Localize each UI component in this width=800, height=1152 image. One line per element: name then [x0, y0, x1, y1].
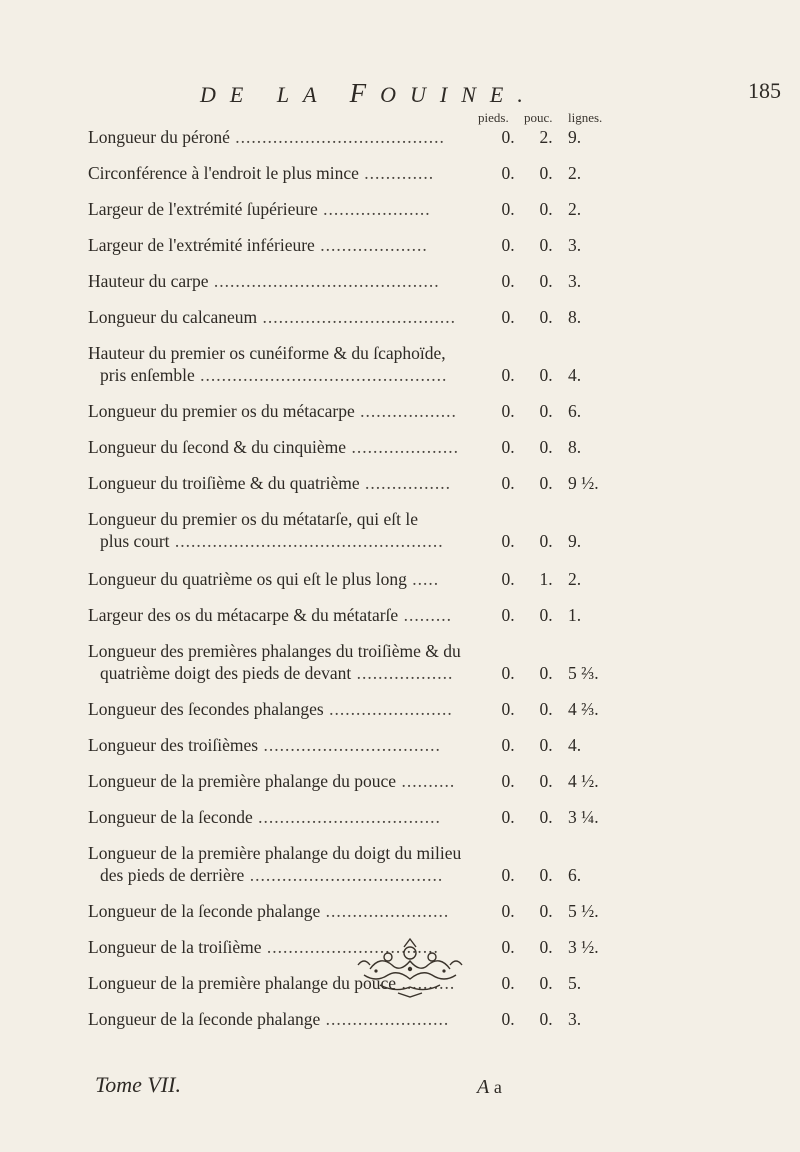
value-feet: 0. — [501, 531, 515, 551]
value-inches: 0. — [539, 973, 553, 993]
value-feet: 0. — [501, 127, 515, 147]
value-lines: 4. — [568, 735, 582, 755]
column-header-feet: pieds. — [478, 110, 509, 125]
row-label-text: Longueur de la troiſième — [88, 937, 262, 957]
row-label-text: Longueur du quatrième os qui eſt le plus long — [88, 569, 407, 589]
row-label — [88, 900, 488, 922]
value-feet: 0. — [501, 901, 515, 921]
value-lines: 4. — [568, 365, 582, 385]
value-lines: 3. — [568, 271, 582, 291]
dot-leader: ................................. — [258, 735, 441, 755]
dot-leader: ................ — [359, 473, 452, 493]
printers-ornament — [340, 935, 480, 999]
value-inches: 1. — [539, 569, 553, 589]
value-inches: 0. — [539, 865, 553, 885]
row-label — [88, 770, 488, 792]
dot-leader: ......... — [398, 605, 452, 625]
row-label-text: Longueur du premier os du métatarſe, qui eſt le — [88, 509, 418, 529]
value-lines: 3 ¼. — [568, 807, 599, 827]
row-label — [88, 342, 488, 386]
value-feet: 0. — [501, 365, 515, 385]
row-label-continuation — [88, 864, 488, 886]
row-label-continuation-text: plus court — [100, 531, 170, 551]
value-feet: 0. — [501, 699, 515, 719]
value-lines: 4 ⅔. — [568, 699, 599, 719]
value-inches: 0. — [539, 1009, 553, 1029]
column-header-lines: lignes. — [568, 110, 603, 125]
row-label-text: Longueur des ſecondes phalanges — [88, 699, 324, 719]
dot-leader: .......... — [396, 973, 456, 993]
row-label — [88, 698, 488, 720]
row-label-continuation-text: des pieds de derrière — [100, 865, 245, 885]
dot-leader: .................. — [351, 663, 454, 683]
row-label-continuation-text: quatrième doigt des pieds de devant — [100, 663, 352, 683]
value-lines: 6. — [568, 401, 582, 421]
row-label-text: Longueur de la première phalange du doigt du milieu — [88, 843, 462, 863]
row-label-text: Hauteur du premier os cunéiforme & du ſcaphoïde, — [88, 343, 446, 363]
value-feet: 0. — [501, 973, 515, 993]
dot-leader: .................. — [354, 401, 457, 421]
row-label — [88, 604, 488, 626]
value-feet: 0. — [501, 437, 515, 457]
column-header-inches: pouc. — [524, 110, 553, 125]
dot-leader: .................................... — [244, 865, 444, 885]
dot-leader: ....................................... — [229, 127, 445, 147]
row-label — [88, 472, 488, 494]
row-label-continuation — [88, 364, 488, 386]
row-label — [88, 842, 488, 886]
value-feet: 0. — [501, 807, 515, 827]
dot-leader: .................... — [317, 199, 431, 219]
value-lines: 2. — [568, 199, 582, 219]
row-label-text: Longueur des premières phalanges du troiſième & du — [88, 641, 461, 661]
value-lines: 4 ½. — [568, 771, 599, 791]
value-inches: 0. — [539, 937, 553, 957]
value-lines: 5 ⅔. — [568, 663, 599, 683]
dot-leader: .................................................. — [169, 531, 444, 551]
value-lines: 5. — [568, 973, 582, 993]
value-feet: 0. — [501, 605, 515, 625]
running-head-rest: OUINE. — [380, 82, 537, 107]
row-label-text: Longueur de la ſeconde phalange — [88, 1009, 321, 1029]
value-lines: 3 ½. — [568, 937, 599, 957]
quire-sub-letter: a — [493, 1077, 502, 1097]
row-label — [88, 306, 488, 328]
value-feet: 0. — [501, 569, 515, 589]
dot-leader: .......................................... — [208, 271, 440, 291]
row-label — [88, 806, 488, 828]
value-lines: 3. — [568, 1009, 582, 1029]
value-feet: 0. — [501, 663, 515, 683]
value-inches: 0. — [539, 401, 553, 421]
dot-leader: .............................................. — [194, 365, 448, 385]
value-lines: 5 ½. — [568, 901, 599, 921]
row-label-text: Largeur de l'extrémité inférieure — [88, 235, 315, 255]
value-feet: 0. — [501, 199, 515, 219]
dot-leader: ....................... — [320, 901, 450, 921]
dot-leader: .................................... — [257, 307, 456, 327]
value-inches: 0. — [539, 163, 553, 183]
value-lines: 6. — [568, 865, 582, 885]
value-feet: 0. — [501, 307, 515, 327]
value-inches: 0. — [539, 307, 553, 327]
value-inches: 0. — [539, 735, 553, 755]
value-feet: 0. — [501, 1009, 515, 1029]
row-label — [88, 162, 488, 184]
value-inches: 0. — [539, 437, 553, 457]
row-label — [88, 234, 488, 256]
dot-leader: .......... — [396, 771, 456, 791]
row-label — [88, 198, 488, 220]
row-label-text: Circonférence à l'endroit le plus mince — [88, 163, 359, 183]
row-label — [88, 126, 488, 148]
value-inches: 0. — [539, 199, 553, 219]
row-label-text: Longueur de la première phalange du pouce — [88, 973, 397, 993]
value-feet: 0. — [501, 271, 515, 291]
row-label — [88, 640, 488, 684]
value-feet: 0. — [501, 865, 515, 885]
value-feet: 0. — [501, 235, 515, 255]
dot-leader: .................... — [346, 437, 459, 457]
value-inches: 0. — [539, 699, 553, 719]
value-inches: 0. — [539, 531, 553, 551]
dot-leader: ................................ — [261, 937, 439, 957]
value-feet: 0. — [501, 735, 515, 755]
dot-leader: ............. — [358, 163, 435, 183]
value-inches: 0. — [539, 605, 553, 625]
quire-signature — [477, 1076, 502, 1099]
row-label-text: Longueur de la première phalange du pouce — [88, 771, 397, 791]
value-lines: 3. — [568, 235, 582, 255]
volume-signature: Tome VII. — [95, 1072, 181, 1097]
running-head-initial: F — [349, 78, 381, 108]
value-feet: 0. — [501, 163, 515, 183]
row-label — [88, 400, 488, 422]
row-label — [88, 270, 488, 292]
value-lines: 8. — [568, 307, 582, 327]
running-head-prefix: DE LA — [200, 82, 331, 107]
row-label-text: Longueur du calcaneum — [88, 307, 258, 327]
row-label — [88, 436, 488, 458]
row-label-text: Longueur des troiſièmes — [88, 735, 259, 755]
row-label — [88, 508, 488, 552]
value-inches: 0. — [539, 663, 553, 683]
value-lines: 9. — [568, 531, 582, 551]
running-head — [200, 78, 720, 108]
value-lines: 2. — [568, 569, 582, 589]
value-inches: 0. — [539, 901, 553, 921]
value-inches: 0. — [539, 473, 553, 493]
dot-leader: .................................. — [252, 807, 441, 827]
value-feet: 0. — [501, 401, 515, 421]
row-label — [88, 1008, 488, 1030]
row-label-text: Longueur du troiſième & du quatrième — [88, 473, 360, 493]
value-feet: 0. — [501, 771, 515, 791]
row-label-text: Hauteur du carpe — [88, 271, 209, 291]
row-label-text: Longueur du premier os du métacarpe — [88, 401, 355, 421]
value-lines: 2. — [568, 163, 582, 183]
value-feet: 0. — [501, 937, 515, 957]
value-inches: 2. — [539, 127, 553, 147]
row-label-continuation — [88, 662, 488, 684]
dot-leader: ..... — [406, 569, 440, 589]
value-inches: 0. — [539, 771, 553, 791]
value-inches: 0. — [539, 235, 553, 255]
column-headers — [0, 110, 800, 126]
value-inches: 0. — [539, 365, 553, 385]
row-label-text: Largeur de l'extrémité ſupérieure — [88, 199, 318, 219]
row-label-text: Largeur des os du métacarpe & du métatarſe — [88, 605, 399, 625]
row-label-text: Longueur du péroné — [88, 127, 230, 147]
row-label-continuation-text: pris enſemble — [100, 365, 195, 385]
value-feet: 0. — [501, 473, 515, 493]
dot-leader: ....................... — [323, 699, 453, 719]
row-label-text: Longueur de la ſeconde phalange — [88, 901, 321, 921]
dot-leader: .................... — [314, 235, 428, 255]
dot-leader: ....................... — [320, 1009, 450, 1029]
value-lines: 9 ½. — [568, 473, 599, 493]
row-label-text: Longueur de la ſeconde — [88, 807, 253, 827]
value-lines: 9. — [568, 127, 582, 147]
value-lines: 1. — [568, 605, 582, 625]
page-number: 185 — [748, 78, 781, 103]
row-label — [88, 568, 488, 590]
value-inches: 0. — [539, 807, 553, 827]
row-label-text: Longueur du ſecond & du cinquième — [88, 437, 347, 457]
value-inches: 0. — [539, 271, 553, 291]
value-lines: 8. — [568, 437, 582, 457]
quire-letter: A — [477, 1076, 489, 1098]
row-label — [88, 734, 488, 756]
row-label-continuation — [88, 530, 488, 552]
